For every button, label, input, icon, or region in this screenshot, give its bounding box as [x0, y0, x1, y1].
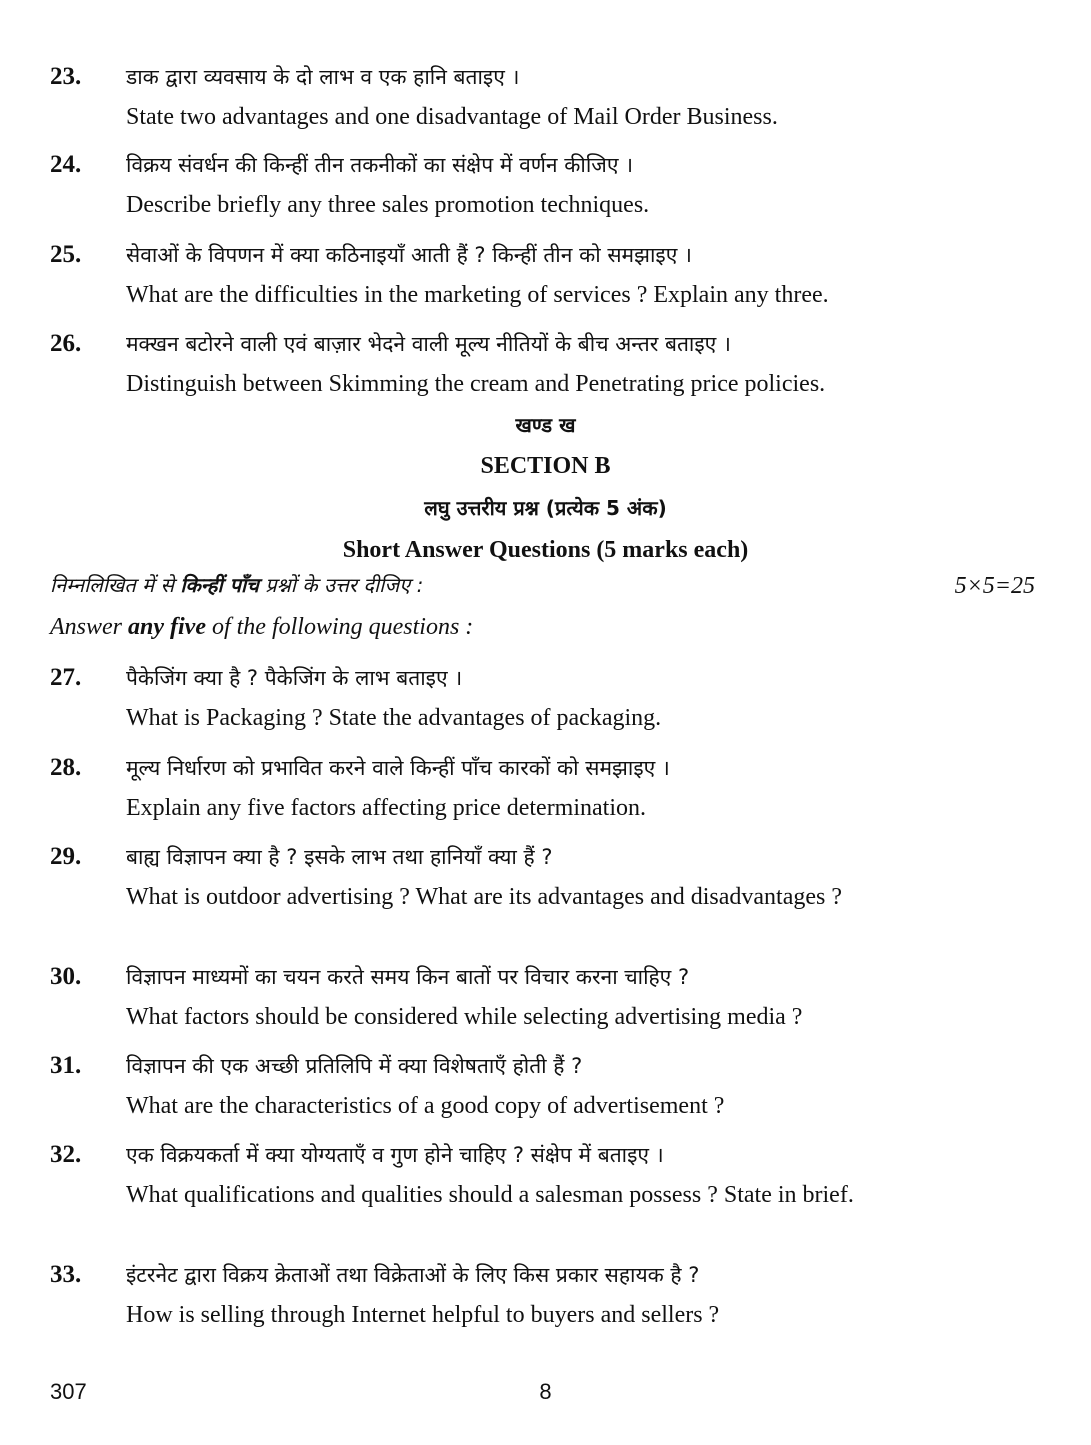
section-title: SECTION B	[480, 453, 611, 479]
question-number: 33.	[50, 1261, 82, 1288]
question-text-hindi: सेवाओं के विपणन में क्या कठिनाइयाँ आती हैं ? किन्हीं तीन को समझाइए ।	[126, 243, 692, 267]
instruction-hindi-prefix: निम्नलिखित में से	[50, 573, 181, 597]
instruction-hindi-emphasis: किन्हीं पाँच	[180, 573, 259, 597]
question-text-english: What are the difficulties in the marketing of services ? Explain any three.	[126, 282, 829, 308]
question-text-hindi: इंटरनेट द्वारा विक्रय क्रेताओं तथा विक्रेताओं के लिए किस प्रकार सहायक है ?	[126, 1263, 700, 1287]
question-number: 26.	[50, 330, 82, 357]
question-text-hindi: बाह्य विज्ञापन क्या है ? इसके लाभ तथा हानियाँ क्या हैं ?	[126, 845, 553, 869]
question-number: 27.	[50, 664, 82, 691]
question-number: 23.	[50, 63, 82, 90]
question-number: 32.	[50, 1141, 82, 1168]
instruction-english-suffix: of the following questions :	[205, 614, 474, 640]
question-text-english: What are the characteristics of a good copy of advertisement ?	[126, 1093, 725, 1119]
question-text-english: What factors should be considered while selecting advertising media ?	[126, 1004, 803, 1030]
paper-code: 307	[50, 1379, 87, 1404]
instruction-english-emphasis: any five	[128, 614, 206, 640]
question-number: 31.	[50, 1052, 82, 1079]
question-text-english: What is outdoor advertising ? What are its advantages and disadvantages ?	[126, 884, 842, 910]
question-text-hindi: विज्ञापन माध्यमों का चयन करते समय किन बातों पर विचार करना चाहिए ?	[126, 965, 690, 989]
question-number: 25.	[50, 241, 82, 268]
question-text-hindi: विक्रय संवर्धन की किन्हीं तीन तकनीकों का संक्षेप में वर्णन कीजिए ।	[126, 153, 634, 177]
question-text-english: What qualifications and qualities should a salesman possess ? State in brief.	[126, 1182, 854, 1208]
instruction-hindi-suffix: प्रश्नों के उत्तर दीजिए :	[258, 573, 424, 597]
question-text-hindi: विज्ञापन की एक अच्छी प्रतिलिपि में क्या विशेषताएँ होती हैं ?	[126, 1054, 583, 1078]
question-number: 28.	[50, 754, 82, 781]
question-text-hindi: एक विक्रयकर्ता में क्या योग्यताएँ व गुण होने चाहिए ? संक्षेप में बताइए ।	[126, 1143, 664, 1167]
section-subtitle: Short Answer Questions (5 marks each)	[342, 537, 749, 563]
instruction-hindi	[50, 571, 423, 598]
question-text-hindi: मक्खन बटोरने वाली एवं बाज़ार भेदने वाली मूल्य नीतियों के बीच अन्तर बताइए ।	[126, 332, 731, 356]
marks-total: 5×5=25	[954, 573, 1035, 599]
question-text-english: How is selling through Internet helpful to buyers and sellers ?	[126, 1302, 720, 1328]
question-text-english: Explain any five factors affecting price determination.	[126, 795, 647, 821]
question-number: 30.	[50, 963, 82, 990]
question-text-english: What is Packaging ? State the advantages of packaging.	[126, 705, 662, 731]
question-text-english: State two advantages and one disadvantage of Mail Order Business.	[126, 104, 778, 130]
question-text-hindi: पैकेजिंग क्या है ? पैकेजिंग के लाभ बताइए ।	[126, 666, 463, 690]
question-text-hindi: डाक द्वारा व्यवसाय के दो लाभ व एक हानि बताइए ।	[126, 65, 520, 89]
section-title-hindi: खण्ड ख	[515, 413, 576, 437]
instruction-english-prefix: Answer	[50, 614, 128, 640]
question-text-english: Describe briefly any three sales promotion techniques.	[126, 192, 650, 218]
instruction-english	[50, 614, 473, 641]
question-text-hindi: मूल्य निर्धारण को प्रभावित करने वाले किन्हीं पाँच कारकों को समझाइए ।	[126, 756, 670, 780]
section-subtitle-hindi: लघु उत्तरीय प्रश्न (प्रत्येक 5 अंक)	[424, 496, 667, 520]
question-number: 24.	[50, 151, 82, 178]
question-text-english: Distinguish between Skimming the cream and Penetrating price policies.	[126, 371, 826, 397]
page-number: 8	[539, 1379, 552, 1404]
question-number: 29.	[50, 843, 82, 870]
